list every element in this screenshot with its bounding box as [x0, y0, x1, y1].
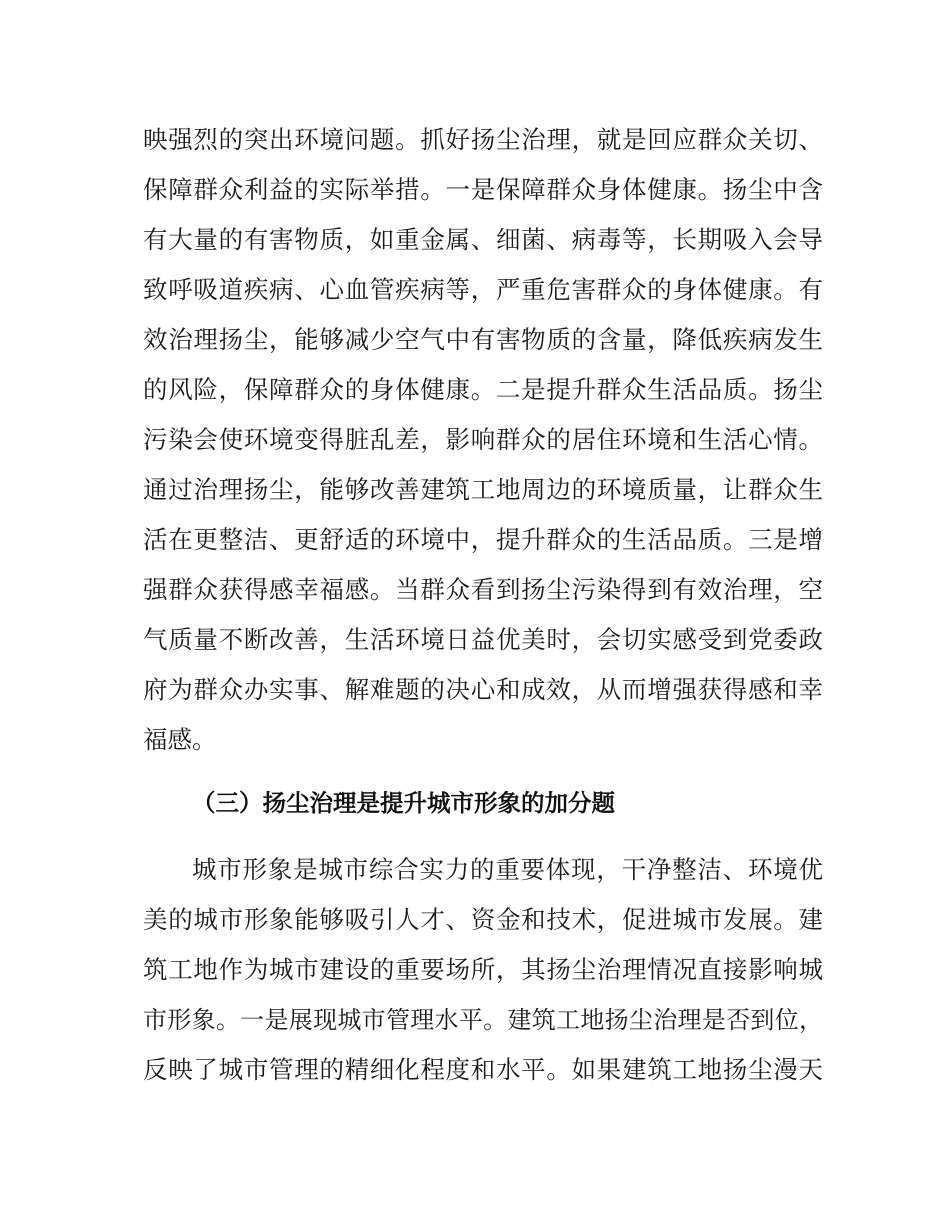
paragraph-line: 活在更整洁、更舒适的环境中，提升群众的生活品质。三是增 [143, 525, 823, 554]
paragraph-line: 市形象。一是展现城市管理水平。建筑工地扬尘治理是否到位， [143, 1006, 823, 1034]
paragraph-line: 映强烈的突出环境问题。抓好扬尘治理，就是回应群众关切、 [143, 125, 823, 154]
paragraph-line: 有大量的有害物质，如重金属、细菌、病毒等，长期吸入会导 [143, 225, 823, 254]
paragraph-line: 污染会使环境变得脏乱差，影响群众的居住环境和生活心情。 [143, 425, 823, 454]
paragraph-line: 通过治理扬尘，能够改善建筑工地周边的环境质量，让群众生 [143, 475, 823, 504]
paragraph-line: 强群众获得感幸福感。当群众看到扬尘污染得到有效治理，空 [143, 575, 823, 604]
paragraph-line: 保障群众利益的实际举措。一是保障群众身体健康。扬尘中含 [143, 175, 823, 204]
paragraph-line: 气质量不断改善，生活环境日益优美时，会切实感受到党委政 [143, 625, 823, 654]
paragraph-line: 福感。 [143, 725, 217, 754]
paragraph-line: 反映了城市管理的精细化程度和水平。如果建筑工地扬尘漫天 [143, 1055, 823, 1084]
paragraph-line: 美的城市形象能够吸引人才、资金和技术，促进城市发展。建 [143, 905, 823, 934]
paragraph-line: 的风险，保障群众的身体健康。二是提升群众生活品质。扬尘 [143, 375, 823, 404]
paragraph-line: 效治理扬尘，能够减少空气中有害物质的含量，降低疾病发生 [143, 325, 823, 354]
paragraph-line: 城市形象是城市综合实力的重要体现，干净整洁、环境优 [192, 855, 823, 884]
paragraph-line: 筑工地作为城市建设的重要场所，其扬尘治理情况直接影响城 [143, 955, 823, 984]
section-heading: （三）扬尘治理是提升城市形象的加分题 [192, 789, 615, 817]
paragraph-line: 致呼吸道疾病、心血管疾病等，严重危害群众的身体健康。有 [143, 275, 823, 304]
paragraph-line: 府为群众办实事、解难题的决心和成效，从而增强获得感和幸 [143, 675, 823, 704]
